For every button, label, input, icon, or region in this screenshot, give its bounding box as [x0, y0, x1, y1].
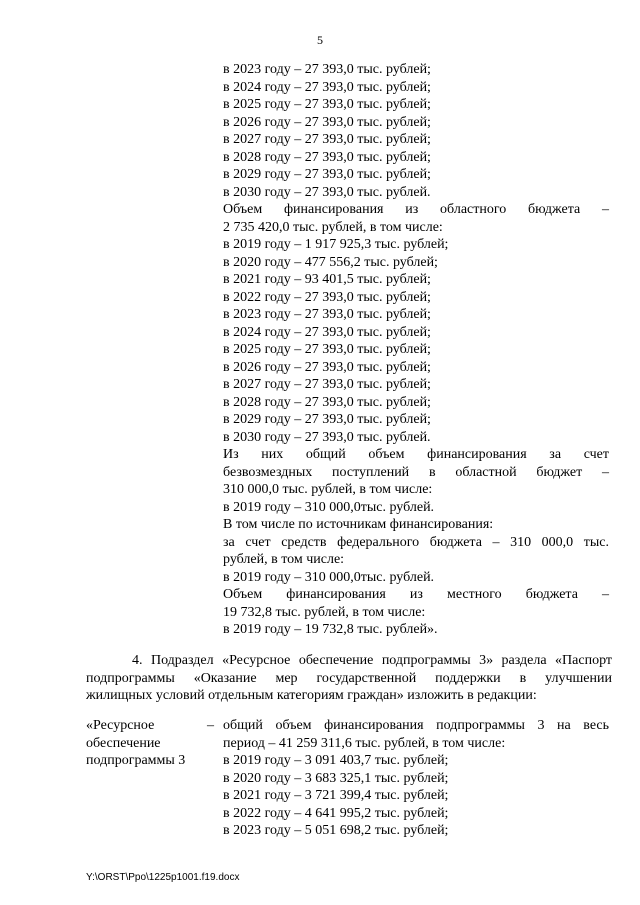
table-label	[86, 717, 185, 770]
table-label-line: подпрограммы 3	[86, 753, 186, 768]
year-line: в 2029 году – 27 393,0 тыс. рублей;	[223, 167, 431, 182]
gratuitous-receipts-block	[223, 446, 609, 639]
paragraph-4	[86, 652, 612, 705]
year-line: в 2023 году – 5 051 698,2 тыс. рублей;	[223, 823, 449, 838]
year-line: в 2024 году – 27 393,0 тыс. рублей;	[223, 79, 431, 95]
paragraph-line: жилищных условий отдельным категориям граждан» изложить в редакции:	[86, 688, 537, 703]
year-line: в 2027 году – 27 393,0 тыс. рублей;	[223, 132, 431, 147]
regional-intro-line: 2 735 420,0 тыс. рублей, в том числе:	[223, 219, 443, 235]
year-line: в 2021 году – 93 401,5 тыс. рублей;	[223, 272, 431, 287]
funding-years-block-1	[223, 61, 431, 201]
year-line: в 2023 году – 27 393,0 тыс. рублей;	[223, 62, 431, 77]
paragraph-line: 4. Подраздел «Ресурсное обеспечение подпрограммы 3» раздела «Паспорт	[132, 653, 612, 668]
year-line: в 2026 году – 27 393,0 тыс. рублей;	[223, 114, 431, 130]
local-line: 19 732,8 тыс. рублей, в том числе:	[223, 604, 426, 620]
year-line: в 2030 году – 27 393,0 тыс. рублей.	[223, 184, 431, 200]
sources-line: В том числе по источникам финансирования:	[223, 517, 494, 532]
year-line: в 2029 году – 27 393,0 тыс. рублей;	[223, 412, 431, 427]
year-line: в 2019 году – 3 091 403,7 тыс. рублей;	[223, 753, 449, 768]
local-line: в 2019 году – 19 732,8 тыс. рублей».	[223, 622, 438, 637]
table-intro-line: период – 41 259 311,6 тыс. рублей, в том числе:	[223, 735, 506, 751]
table-dash: –	[207, 718, 214, 733]
table-label-line: «Ресурсное	[86, 718, 155, 733]
year-line: в 2024 году – 27 393,0 тыс. рублей;	[223, 324, 431, 340]
regional-intro-line: Объем финансирования из областного бюджета –	[223, 202, 609, 217]
year-line: в 2027 году – 27 393,0 тыс. рублей;	[223, 377, 431, 392]
paragraph-line: подпрограммы «Оказание мер государственной поддержки в улучшении	[86, 670, 612, 686]
page-number: 5	[317, 33, 323, 47]
year-line: в 2028 году – 27 393,0 тыс. рублей;	[223, 149, 431, 165]
year-line: в 2025 году – 27 393,0 тыс. рублей;	[223, 97, 431, 112]
regional-budget-block	[223, 201, 609, 446]
year-line: в 2030 году – 27 393,0 тыс. рублей.	[223, 429, 431, 445]
gratuitous-line: безвозмездных поступлений в областной бюджет –	[223, 464, 609, 480]
gratuitous-line: Из них общий объем финансирования за счет	[223, 447, 609, 462]
year-line: в 2019 году – 1 917 925,3 тыс. рублей;	[223, 237, 449, 252]
year-line: в 2020 году – 3 683 325,1 тыс. рублей;	[223, 770, 449, 786]
year-line: в 2026 году – 27 393,0 тыс. рублей;	[223, 359, 431, 375]
year-line: в 2028 году – 27 393,0 тыс. рублей;	[223, 394, 431, 410]
year-line: в 2023 году – 27 393,0 тыс. рублей;	[223, 307, 431, 322]
local-line: Объем финансирования из местного бюджета –	[223, 587, 609, 602]
footer-file-path: Y:\ORST\Ppo\1225p1001.f19.docx	[86, 872, 240, 883]
year-line: в 2022 году – 27 393,0 тыс. рублей;	[223, 289, 431, 305]
sources-line: рублей, в том числе:	[223, 552, 345, 567]
year-line: в 2025 году – 27 393,0 тыс. рублей;	[223, 342, 431, 357]
gratuitous-line: в 2019 году – 310 000,0тыс. рублей.	[223, 499, 435, 515]
year-line: в 2021 году – 3 721 399,4 тыс. рублей;	[223, 788, 449, 803]
table-values	[223, 717, 609, 840]
gratuitous-line: 310 000,0 тыс. рублей, в том числе:	[223, 482, 433, 497]
year-line: в 2020 году – 477 556,2 тыс. рублей;	[223, 254, 438, 270]
table-intro-line: общий объем финансирования подпрограммы 3 на весь	[223, 718, 609, 733]
year-line: в 2022 году – 4 641 995,2 тыс. рублей;	[223, 805, 449, 821]
sources-line: за счет средств федерального бюджета – 310 000,0 тыс.	[223, 534, 609, 550]
table-label-line: обеспечение	[86, 735, 161, 751]
sources-line: в 2019 году – 310 000,0тыс. рублей.	[223, 569, 435, 585]
